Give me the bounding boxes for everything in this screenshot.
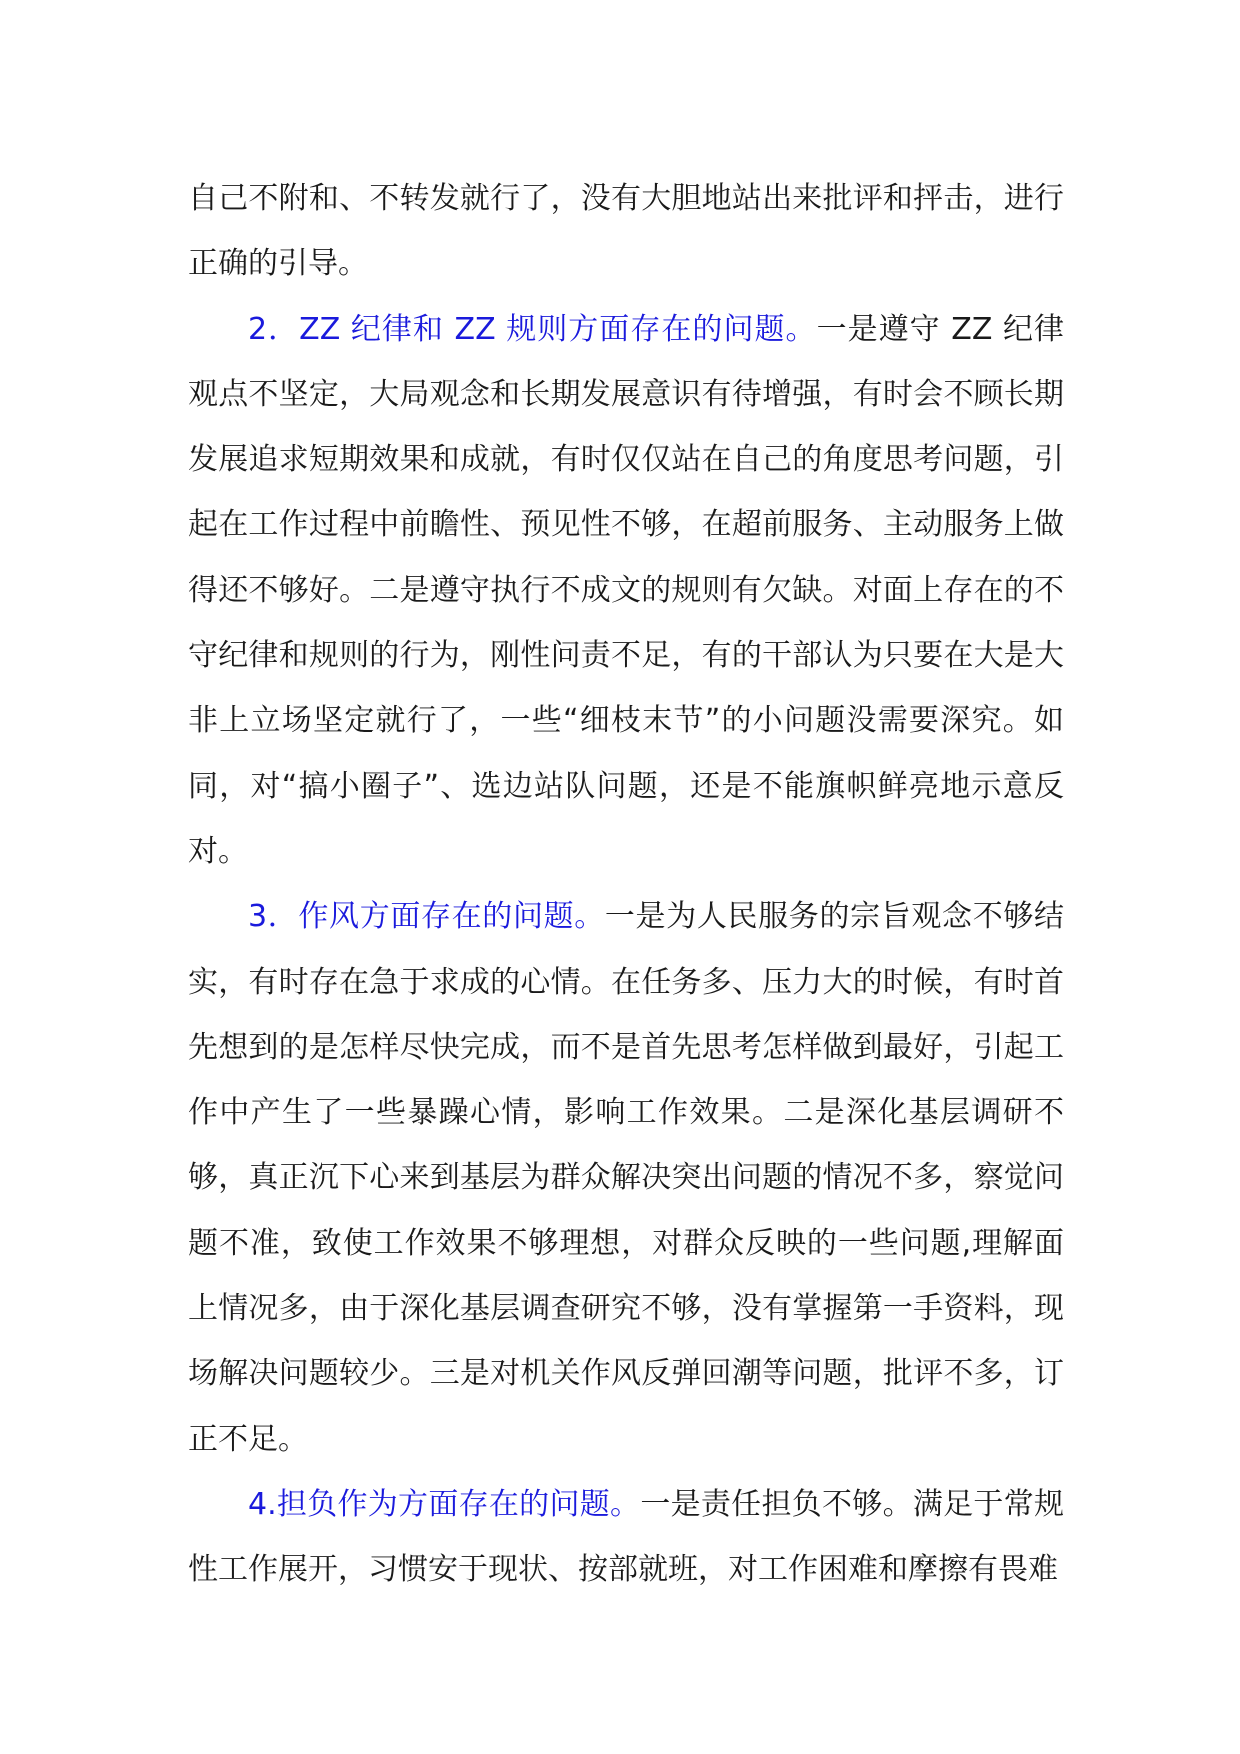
paragraph-style-issues [188, 884, 1064, 1472]
paragraph-heading: 2．ZZ 纪律和 ZZ 规则方面存在的问题。 [248, 311, 817, 347]
paragraph-body: 自己不附和、不转发就行了，没有大胆地站出来批评和抨击，进行正确的引导。 [188, 181, 1064, 282]
paragraph-heading: 3．作风方面存在的问题。 [248, 899, 605, 935]
paragraph-responsibility-issues [188, 1472, 1064, 1603]
paragraph-continuation [188, 166, 1064, 297]
paragraph-heading: 4.担负作为方面存在的问题。 [248, 1486, 641, 1522]
paragraph-body: 一是责任担负不够。满足于常规性工作展开，习惯安于现状、按部就班，对工作困难和摩擦有畏难 [188, 1486, 1064, 1588]
paragraph-discipline-issues [188, 297, 1064, 885]
paragraph-body: 一是遵守 ZZ 纪律观点不坚定，大局观念和长期发展意识有待增强，有时会不顾长期发展追求短期效果和成就，有时仅仅站在自己的角度思考问题，引起在工作过程中前瞻性、预见性不够，在超前服务、主动服务上做得还不够好。二是遵守执行不成文的规则有欠缺。对面上存在的不守纪律和规则的行为，刚性问责不足，有的干部认为只要在大是大非上立场坚定就行了，一些“细枝末节”的小问题没需要深究。如同，对“搞小圈子”、选边站队问题，还是不能旗帜鲜亮地示意反对。 [188, 311, 1064, 869]
document-body [188, 166, 1064, 1603]
paragraph-body: 一是为人民服务的宗旨观念不够结实，有时存在急于求成的心情。在任务多、压力大的时候，有时首先想到的是怎样尽快完成，而不是首先思考怎样做到最好，引起工作中产生了一些暴躁心情，影响工作效果。二是深化基层调研不够，真正沉下心来到基层为群众解决突出问题的情况不多，察觉问题不准，致使工作效果不够理想，对群众反映的一些问题,理解面上情况多，由于深化基层调查研究不够，没有掌握第一手资料，现场解决问题较少。三是对机关作风反弹回潮等问题，批评不多，订正不足。 [188, 899, 1064, 1457]
